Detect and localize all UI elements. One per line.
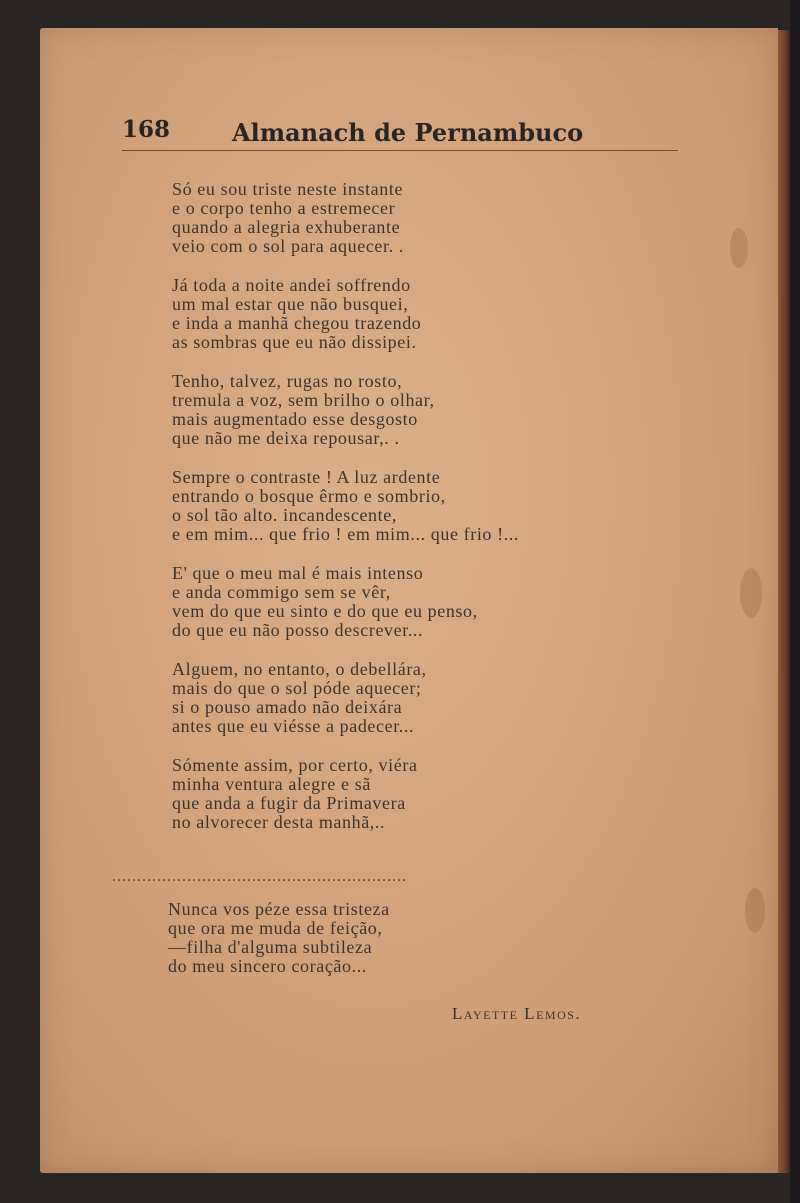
page-header [122, 112, 682, 152]
stanza [172, 468, 642, 544]
book-spine [778, 30, 790, 1173]
poem-line: Tenho, talvez, rugas no rosto, [172, 371, 403, 391]
paper-stain [740, 568, 762, 618]
stanza [172, 756, 642, 832]
poem-line: Sómente assim, por certo, viéra [172, 755, 418, 775]
poem-line: que ora me muda de feição, [168, 918, 383, 938]
poem-line: e o corpo tenho a estremecer [172, 198, 396, 218]
stanza [172, 276, 642, 352]
stanza [172, 660, 642, 736]
book-binding-edge [790, 0, 800, 1203]
poem-line: —filha d'alguma subtileza [168, 937, 373, 957]
poem-line: tremula a voz, sem brilho o olhar, [172, 390, 435, 410]
poem-line: que anda a fugir da Primavera [172, 793, 406, 813]
stanza [172, 564, 642, 640]
poem-line: as sombras que eu não dissipei. [172, 332, 417, 352]
poem-line: mais do que o sol póde aquecer; [172, 678, 422, 698]
poem-line: do que eu não posso descrever... [172, 620, 424, 640]
running-title: Almanach de Pernambuco [232, 118, 584, 147]
poem-line: e em mim... que frio ! em mim... que frio !... [172, 524, 520, 544]
poem-line: Sempre o contraste ! A luz ardente [172, 467, 441, 487]
header-rule [122, 150, 678, 151]
poem-line: no alvorecer desta manhã,.. [172, 812, 386, 832]
poem-line: antes que eu viésse a padecer... [172, 716, 415, 736]
poem-line: veio com o sol para aquecer. . [172, 236, 404, 256]
paper-stain [745, 888, 765, 933]
poem-line: que não me deixa repousar,. . [172, 428, 400, 448]
poem-line: e inda a manhã chegou trazendo [172, 313, 422, 333]
poem-line: Nunca vos péze essa tristeza [168, 899, 390, 919]
poem-line: entrando o bosque êrmo e sombrio, [172, 486, 446, 506]
paper-stain [730, 228, 748, 268]
poem-line: mais augmentado esse desgosto [172, 409, 418, 429]
poem-line: Já toda a noite andei soffrendo [172, 275, 411, 295]
stanza [172, 180, 642, 256]
stanza [172, 372, 642, 448]
poem-line: vem do que eu sinto e do que eu penso, [172, 601, 478, 621]
poem-line: si o pouso amado não deixára [172, 697, 403, 717]
author-signature: Layette Lemos. [452, 1004, 582, 1023]
poem-line: minha ventura alegre e sã [172, 774, 371, 794]
poem-line: um mal estar que não busquei, [172, 294, 409, 314]
page-number: 168 [122, 116, 171, 143]
dotted-separator: ........................................................... [112, 868, 407, 885]
poem-line: Só eu sou triste neste instante [172, 179, 404, 199]
poem-line: Alguem, no entanto, o debellára, [172, 659, 427, 679]
poem-line: do meu sincero coração... [168, 956, 367, 976]
poem-line: o sol tão alto. incandescente, [172, 505, 397, 525]
poem-body [172, 180, 642, 852]
poem-line: e anda commigo sem se vêr, [172, 582, 391, 602]
final-stanza [168, 900, 638, 976]
poem-line: quando a alegria exhuberante [172, 217, 401, 237]
poem-line: E' que o meu mal é mais intenso [172, 563, 424, 583]
